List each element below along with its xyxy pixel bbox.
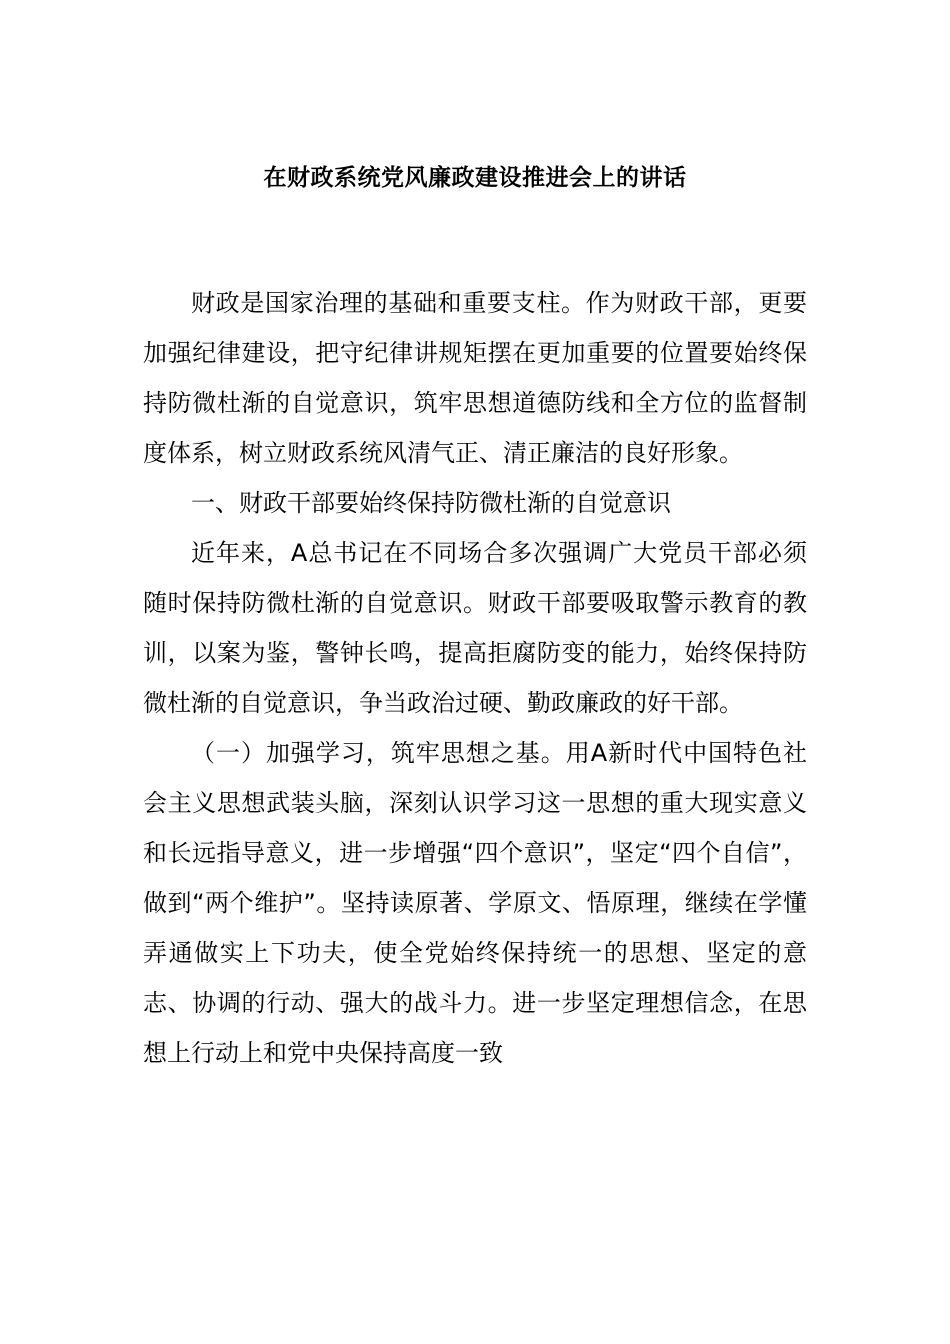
paragraph-section-one: 近年来，A总书记在不同场合多次强调广大党员干部必须随时保持防微杜渐的自觉意识。财政干部要吸取警示教育的教训，以案为鉴，警钟长鸣，提高拒腐防变的能力，始终保持防微杜渐的自觉意识，争当政治过硬、勤政廉政的好干部。: [143, 539, 807, 717]
document-body: [143, 278, 807, 1078]
section-heading: 一、财政干部要始终保持防微杜渐的自觉意识: [191, 489, 671, 517]
paragraph-subsection-one: （一）加强学习，筑牢思想之基。用A新时代中国特色社会主义思想武装头脑，深刻认识学习这一思想的重大现实意义和长远指导意义，进一步增强“四个意识”，坚定“四个自信”，做到“两个维护”。坚持读原著、学原文、悟原理，继续在学懂弄通做实上下功夫，使全党始终保持统一的思想、坚定的意志、协调的行动、强大的战斗力。进一步坚定理想信念，在思想上行动上和党中央保持高度一致: [143, 739, 807, 1067]
paragraph-intro: 财政是国家治理的基础和重要支柱。作为财政干部，更要加强纪律建设，把守纪律讲规矩摆在更加重要的位置要始终保持防微杜渐的自觉意识，筑牢思想道德防线和全方位的监督制度体系，树立财政系统风清气正、清正廉洁的良好形象。: [143, 289, 807, 467]
document-title: 在财政系统党风廉政建设推进会上的讲话: [263, 165, 687, 191]
